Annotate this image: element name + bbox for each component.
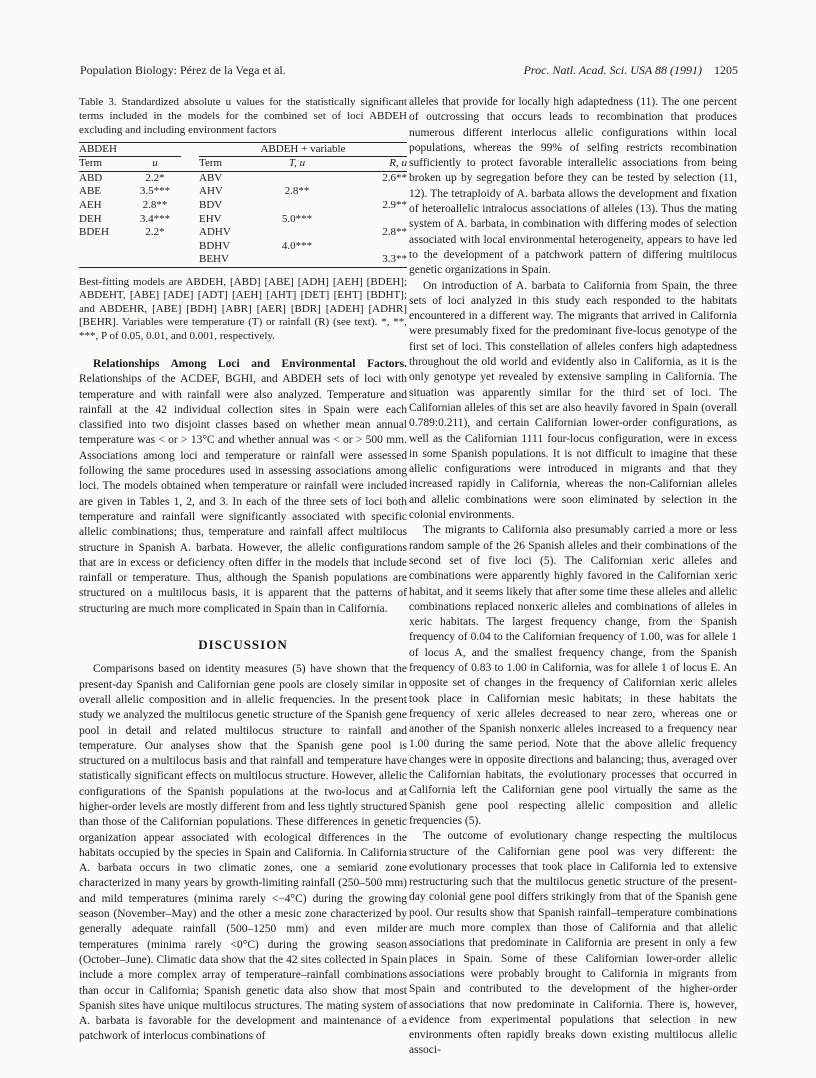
col-r-u: R, u (337, 157, 407, 172)
cell-r-u (337, 240, 407, 254)
cell-r-u: 2.9** (382, 198, 407, 211)
page-number: 1205 (714, 63, 738, 77)
cell-u: 3.5*** (139, 185, 171, 198)
cell-term: ABE (79, 185, 101, 198)
table3-group-header (79, 142, 407, 157)
table-row (79, 199, 407, 213)
relationships-heading: Relationships Among Loci and Environmental Factors. (93, 357, 407, 370)
cell-r-u: 2.6** (382, 171, 407, 184)
discussion-paragraph-2: On introduction of A. barbata to California from Spain, the three sets of loci analyzed in this study each responded to the habitats encountered in a different way. The migrants that arrived in California were presumably fixed for the predominant five-locus genotype of the first set of loci. This constellation of alleles confers high adaptedness throughout the old world and evidently also in California, as it is the only genotype yet revealed by extensive sampling in California. The situation was apparently similar for the third set of loci. The Californian alleles of this set are also heavily favored in Spain (overall 0.789:0.211), and certain Californian lower-order configurations, as well as the Californian 1111 four-locus configuration, were in excess in some Spanish populations. It is not difficult to imagine that these allelic configurations were introduced in migrants and that they increased rapidly in California, whereas the non-Californian alleles and allelic combinations were soon eliminated by selection in the colonial environments. (409, 279, 737, 522)
right-column (409, 95, 737, 1059)
discussion-paragraph-3: The migrants to California also presumably carried a more or less random sample of the 26 Spanish alleles and their combinations of the second set of five loci (5). The Californian xeric alleles and combinations were apparently highly favored in the Californian xeric habitat, and it seems likely that after some time these alleles and allelic combinations replaced nonxeric alleles and combinations of alleles in xeric habitats. The largest frequency change, from the Spanish frequency of 0.04 to the Californian frequency of 1.00, was for allele 1 of locus A, and the smallest frequency change, from the Spanish frequency of 0.83 to 1.00 in California, was for allele 1 of locus E. An opposite set of changes in the frequency of Californian xeric alleles took place in Californian mesic habitats; in these habitats the frequency of xeric alleles decreased to near zero, whereas one or another of the Spanish nonxeric alleles increased to a frequency near 1.00 during the same period. Note that the above allelic frequency changes were in opposite directions and balancing; thus, averaged over the Californian habitats, the evolutionary processes that occurred in California left the Californian gene pool virtually the same as the Spanish gene pool respecting allelic composition and allelic frequencies (5). (409, 524, 737, 827)
col-u: u (129, 157, 181, 172)
table-row (79, 253, 407, 267)
cell-t-u (257, 226, 337, 240)
table3-group-left: ABDEH (79, 142, 181, 157)
cell-u: 3.4*** (139, 212, 171, 225)
discussion-paragraph-1-continued: alleles that provide for locally high adaptedness (11). The one percent of outcrossing that occurs leads to recombination that produces numerous different interlocus allelic configurations within local populations, whereas the 99% of selfing restricts recombination sufficiently to protect favorable interallelic associations from being broken up by segregation before they can be tested by selection (11, 12). The tetraploidy of A. barbata allows the development and fixation of heteroallelic intralocus associations of alleles (13). Thus the mating system of A. barbata, in combination with differing modes of selection associated with local environmental heterogeneity, appears to have led to the development of a patchwork pattern of differing multilocus genetic organizations in Spain. (409, 96, 737, 277)
cell-t-u (257, 171, 337, 185)
left-column (79, 95, 407, 1045)
cell-r-u (337, 213, 407, 227)
relationships-paragraph (79, 357, 407, 617)
cell-term: ABD (79, 171, 103, 184)
cell-u: 2.8** (142, 198, 168, 211)
cell-r-u (337, 185, 407, 199)
table3 (79, 142, 407, 268)
discussion-heading: DISCUSSION (198, 637, 288, 653)
cell-r-u: 3.3** (337, 253, 407, 267)
cell-t-u: 2.8** (284, 185, 310, 198)
cell-term: AEH (79, 198, 102, 211)
table-row (79, 226, 407, 240)
cell-u (129, 240, 181, 254)
table3-column-header (79, 157, 407, 172)
cell-term-2: ADHV (199, 226, 231, 239)
cell-term-2: BEHV (199, 253, 257, 267)
cell-term-2: BDV (199, 198, 223, 211)
col-term: Term (79, 157, 129, 172)
table3-caption: Table 3. Standardized absolute u values for the statistically significant terms included in the models for the combined set of loci ABDEH excluding and including environment factors (79, 96, 407, 137)
running-head-authors: Population Biology: Pérez de la Vega et al. (80, 63, 286, 77)
cell-u: 2.2* (145, 171, 165, 184)
cell-term (79, 240, 129, 254)
cell-u: 2.2* (145, 226, 165, 239)
running-head-journal (524, 63, 738, 77)
cell-term: DEH (79, 212, 102, 225)
cell-term: BDEH (79, 226, 109, 239)
cell-term-2: ABV (199, 171, 223, 184)
table-row (79, 213, 407, 227)
cell-term-2: AHV (199, 185, 223, 198)
cell-term-2: BDHV (199, 239, 231, 252)
col-term-2: Term (199, 157, 257, 172)
cell-t-u: 5.0*** (281, 212, 313, 225)
col-t-u: T, u (257, 157, 337, 172)
cell-t-u (257, 253, 337, 267)
table-row (79, 185, 407, 199)
cell-term-2: EHV (199, 212, 222, 225)
cell-t-u (257, 199, 337, 213)
table-row (79, 171, 407, 185)
table-row (79, 240, 407, 254)
discussion-paragraph-1: Comparisons based on identity measures (5) have shown that the present-day Spanish and Californian gene pools are closely similar in overall allelic composition and in allelic frequencies. In the present study we analyzed the multilocus genetic structure of the Spanish gene pool in detail and related multilocus structure to rainfall and temperature. Our analyses show that the Spanish gene pool is structured on a multilocus basis and that rainfall and temperature have statistically significant effects on multilocus structure. However, allelic configurations of the Spanish populations at the two-locus and at higher-order levels are mostly different from and less tightly structured than those of the Californian populations. These differences in genetic organization appear associated with ecological differences in the habitats occupied by the species in Spain and California. In California A. barbata occurs in two climatic zones, one a semiarid zone characterized in many years by growth-limiting rainfall (250–500 mm) and mild temperatures (minima rarely <−4°C) during the growing season (November–May) and the other a mesic zone characterized by generally adequate rainfall (500–1250 mm) and even milder temperatures (minima rarely <0°C) during the growing season (October–June). Climatic data show that the 42 sites collected in Spain include a more complex array of temperature–rainfall combinations than occur in California; Spanish genetic data also show that most Spanish sites have unique multilocus structures. The mating system of A. barbata is favorable for the development and maintenance of a patchwork of interlocus combinations of (79, 663, 407, 1043)
cell-term (79, 253, 129, 267)
table3-footnote: Best-fitting models are ABDEH, [ABD] [ABE] [ADH] [AEH] [BDEH]; ABDEHT, [ABE] [ADE] [ADT] [AEH] [AHT] [DET] [EHT] [BDHT]; and ABDEHR, [ABE] [BDH] [ABR] [AER] [BDR] [ADEH] [ADHR] [BEHR]. Variables were temperature (T) or rainfall (R) (see text). *, **, ***, P of 0.05, 0.01, and 0.001, respectively. (79, 275, 407, 342)
discussion-paragraph-4: The outcome of evolutionary change respecting the multilocus structure of the Californian gene pool was very different: the evolutionary processes that took place in California led to extensive restructuring such that the multilocus genetic structure of the present-day colonial gene pool differs strikingly from that of the Spanish gene pool. Our results show that Spanish rainfall–temperature combinations are much more complex than those of California and that allelic associations that predominate in California are present in only a few places in Spain. Some of these Californian lower-order allelic associations were probably brought to California in migrants from Spain and contributed to the development of the higher-order associations that now predominate in California. There is, however, evidence from experimental populations that selection in new environments often rapidly breaks down existing multilocus allelic associ- (409, 830, 737, 1057)
cell-u (129, 253, 181, 267)
cell-t-u: 4.0*** (281, 239, 313, 252)
relationships-text: Relationships of the ACDEF, BGHI, and ABDEH sets of loci with temperature and with rainfall were also analyzed. Temperature and rainfall at the 42 individual collection sites in Spain were each classified into two disjoint classes based on whether mean annual temperature was < or > 13°C and whether annual was < or > 500 mm. Associations among loci and temperature or rainfall were assessed following the same procedures used in assessing associations among loci. The models obtained when temperature or rainfall were included are given in Tables 1, 2, and 3. In each of the three sets of loci both temperature and rainfall were significantly associated with specific allelic combinations; thus, temperature and rainfall affect multilocus structure in Spanish A. barbata. However, the allelic configurations that are in excess or deficiency often differ in the models that include rainfall or temperature. Thus, although the Spanish populations are structured on a multilocus basis, it is apparent that the patterns of structuring are much more complicated in Spain than in California. (79, 373, 407, 615)
journal-citation: Proc. Natl. Acad. Sci. USA 88 (1991) (523, 63, 702, 77)
table3-group-right: ABDEH + variable (199, 142, 407, 157)
cell-r-u: 2.8** (382, 226, 407, 239)
